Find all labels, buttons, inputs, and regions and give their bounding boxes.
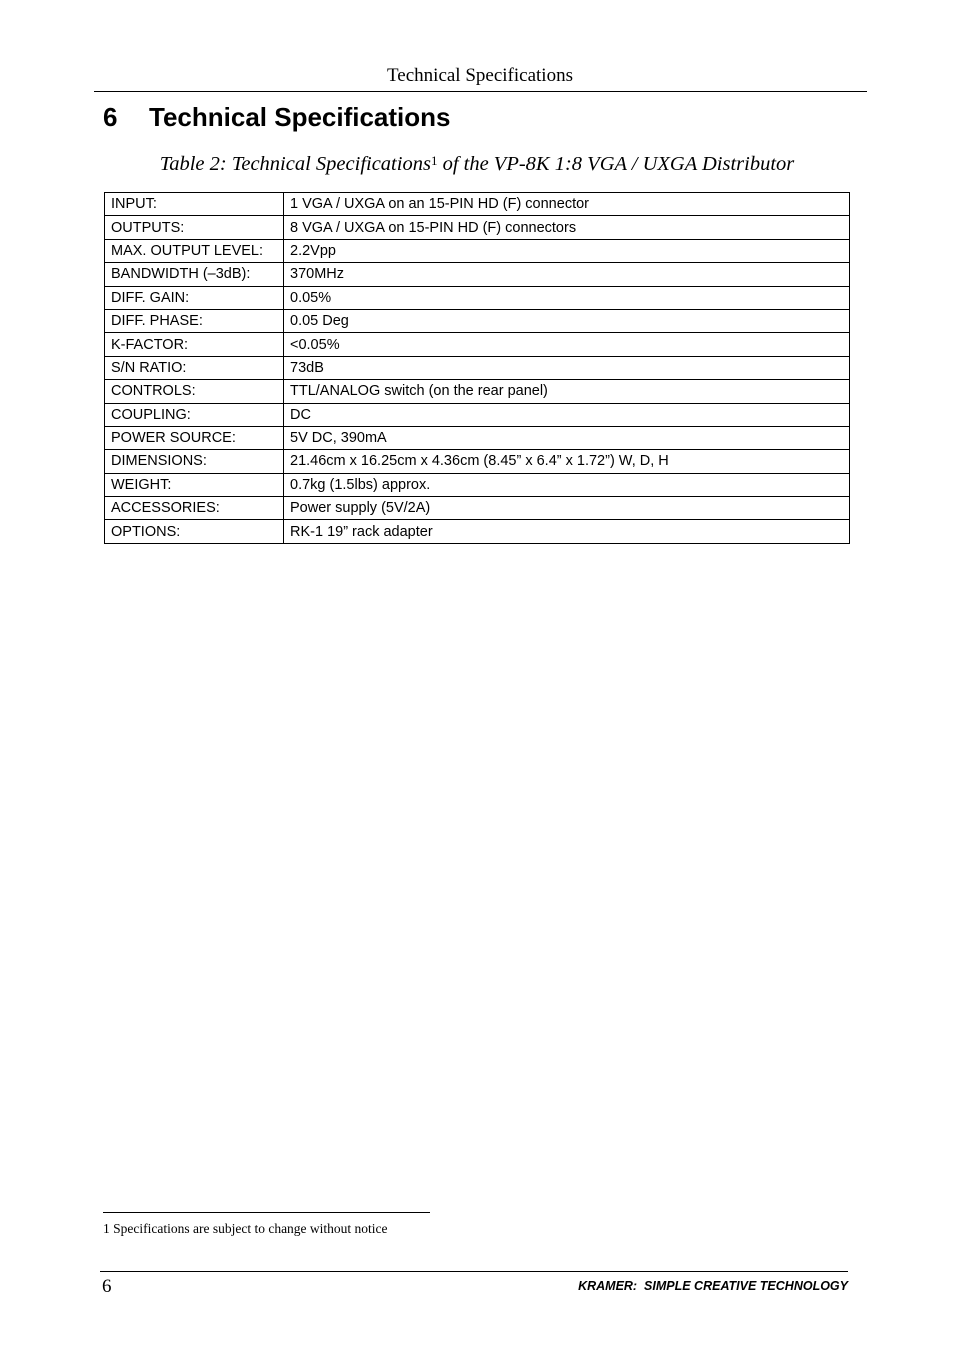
- section-title: Technical Specifications: [149, 102, 451, 132]
- footnote: 1 Specifications are subject to change without notice: [103, 1221, 388, 1236]
- footer-rule: [100, 1271, 848, 1272]
- spec-value: DC: [284, 403, 850, 426]
- footnote-separator: [103, 1212, 430, 1213]
- table-row: [105, 380, 850, 403]
- table-row: [105, 426, 850, 449]
- spec-label: OPTIONS:: [105, 520, 284, 543]
- spec-label: S/N RATIO:: [105, 356, 284, 379]
- spec-value: RK-1 19” rack adapter: [284, 520, 850, 543]
- spec-label: INPUT:: [105, 193, 284, 216]
- spec-value: 0.7kg (1.5lbs) approx.: [284, 473, 850, 496]
- table-row: [105, 333, 850, 356]
- table-row: [105, 216, 850, 239]
- spec-label: ACCESSORIES:: [105, 497, 284, 520]
- spec-value: <0.05%: [284, 333, 850, 356]
- spec-label: K-FACTOR:: [105, 333, 284, 356]
- spec-label: POWER SOURCE:: [105, 426, 284, 449]
- header-rule: [94, 91, 867, 92]
- table-row: [105, 450, 850, 473]
- table-row: [105, 263, 850, 286]
- table-caption: [104, 150, 850, 178]
- spec-label: WEIGHT:: [105, 473, 284, 496]
- spec-value: 8 VGA / UXGA on 15-PIN HD (F) connectors: [284, 216, 850, 239]
- spec-label: CONTROLS:: [105, 380, 284, 403]
- running-header: Technical Specifications: [387, 65, 573, 86]
- spec-value: Power supply (5V/2A): [284, 497, 850, 520]
- table-row: [105, 520, 850, 543]
- spec-value: 5V DC, 390mA: [284, 426, 850, 449]
- table-row: [105, 309, 850, 332]
- spec-value: 73dB: [284, 356, 850, 379]
- specifications-table: [104, 192, 850, 544]
- section-number: 6: [103, 102, 118, 132]
- table-row: [105, 473, 850, 496]
- spec-label: COUPLING:: [105, 403, 284, 426]
- spec-label: OUTPUTS:: [105, 216, 284, 239]
- spec-value: 0.05%: [284, 286, 850, 309]
- caption-text-continued: of the VP-8K 1:8 VGA / UXGA Distributor: [437, 153, 795, 175]
- spec-value: 2.2Vpp: [284, 239, 850, 262]
- spec-label: DIFF. PHASE:: [105, 309, 284, 332]
- spec-value: 370MHz: [284, 263, 850, 286]
- spec-value: 0.05 Deg: [284, 309, 850, 332]
- table-row: [105, 239, 850, 262]
- table-row: [105, 356, 850, 379]
- spec-label: DIFF. GAIN:: [105, 286, 284, 309]
- table-row: [105, 286, 850, 309]
- section-heading: [103, 100, 451, 134]
- table-row: [105, 497, 850, 520]
- footer-brand: KRAMER: SIMPLE CREATIVE TECHNOLOGY: [578, 1279, 848, 1293]
- footnote-reference[interactable]: 1: [430, 153, 438, 168]
- caption-text: Table 2: Technical Specifications: [159, 153, 431, 175]
- spec-label: MAX. OUTPUT LEVEL:: [105, 239, 284, 262]
- spec-value: 1 VGA / UXGA on an 15-PIN HD (F) connector: [284, 193, 850, 216]
- spec-label: DIMENSIONS:: [105, 450, 284, 473]
- spec-value: 21.46cm x 16.25cm x 4.36cm (8.45” x 6.4” x 1.72”) W, D, H: [284, 450, 850, 473]
- page-number: 6: [102, 1276, 112, 1297]
- table-row: [105, 403, 850, 426]
- table-row: [105, 193, 850, 216]
- spec-value: TTL/ANALOG switch (on the rear panel): [284, 380, 850, 403]
- spec-label: BANDWIDTH (–3dB):: [105, 263, 284, 286]
